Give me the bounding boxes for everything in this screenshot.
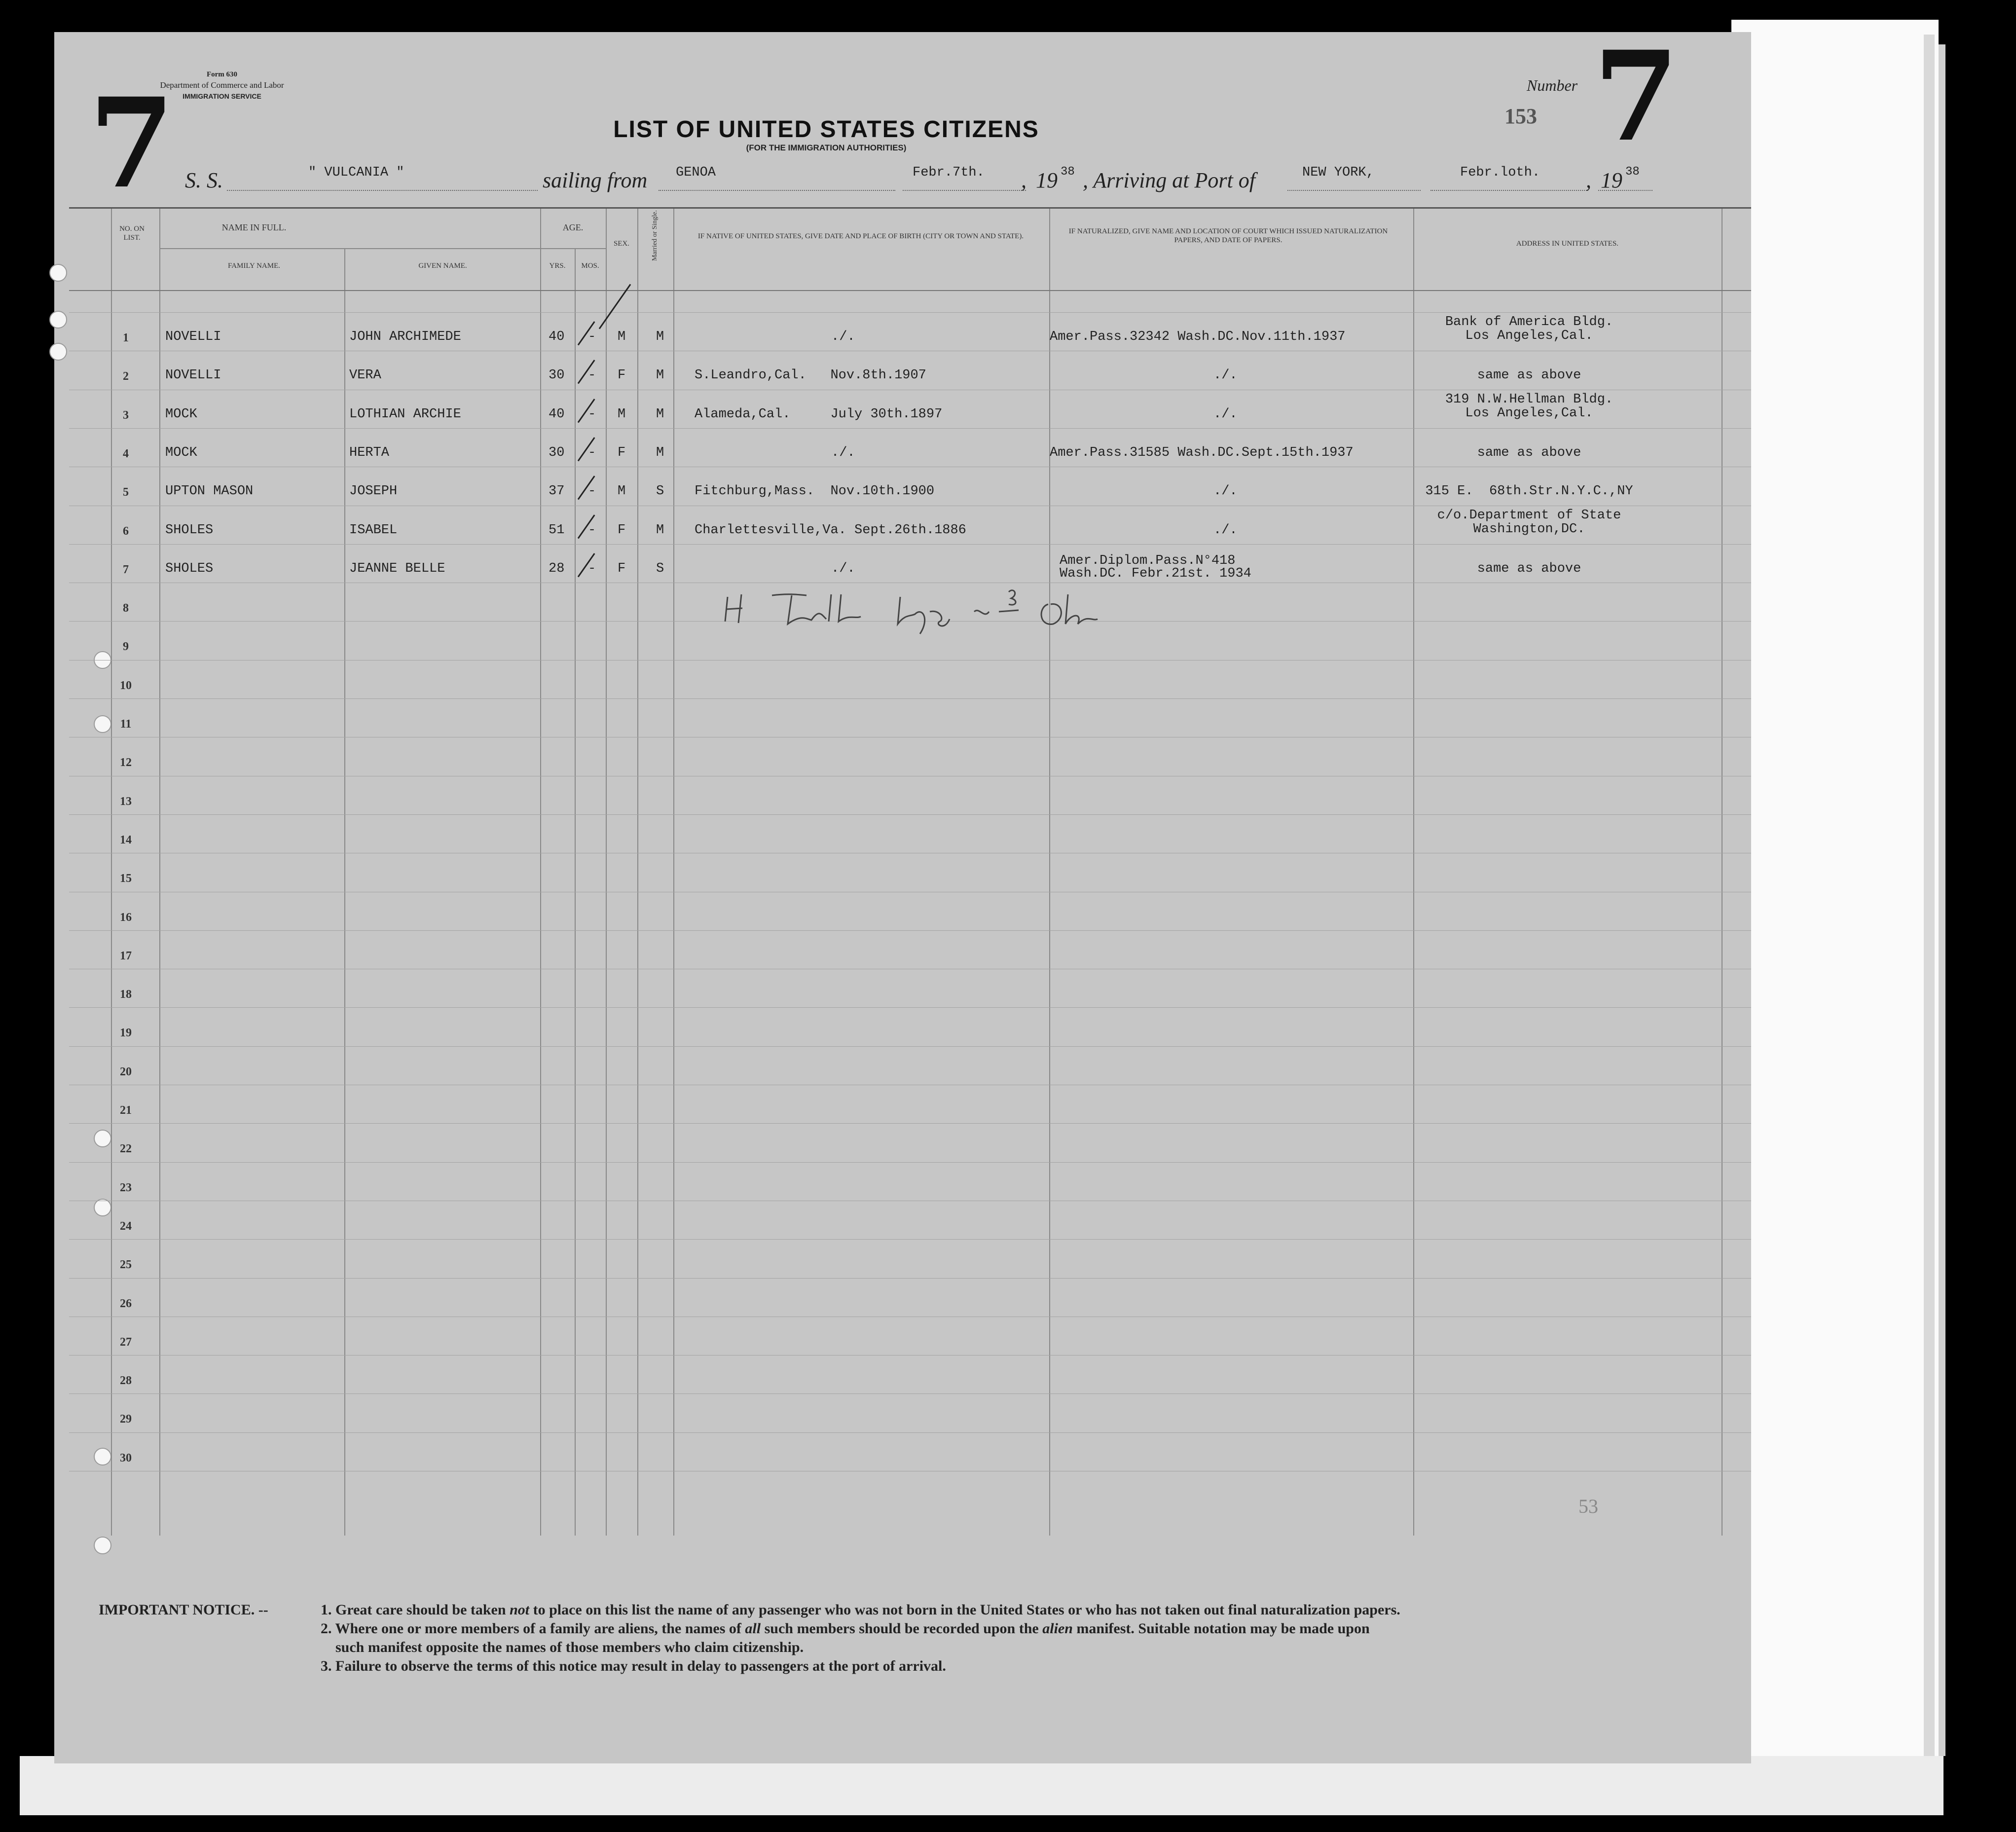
year-prefix-to: 19 xyxy=(1601,168,1622,192)
address-line: same as above xyxy=(1477,561,1581,576)
notice-item-3: 3. Failure to observe the terms of this notice may result in delay to passengers at the port of arrival. xyxy=(321,1658,946,1674)
marital-status: S xyxy=(656,561,664,576)
row-number: 21 xyxy=(120,1104,132,1117)
notice-item-2-cont: such manifest opposite the names of those members who claim citizenship. xyxy=(335,1639,804,1655)
row-rule xyxy=(69,1123,1751,1124)
row-number: 16 xyxy=(120,911,132,924)
notice-emphasis: all xyxy=(745,1620,761,1637)
port-from: GENOA xyxy=(676,165,716,180)
family-name: MOCK xyxy=(165,406,197,422)
row-rule xyxy=(69,1432,1751,1433)
birth-place-date: Charlettesville,Va. Sept.26th.1886 xyxy=(695,522,966,538)
given-name: JEANNE BELLE xyxy=(349,561,445,576)
row-number: 14 xyxy=(120,833,132,846)
column-rule xyxy=(1722,209,1723,1536)
row-number: 25 xyxy=(120,1258,132,1272)
given-name: JOSEPH xyxy=(349,484,398,499)
column-rule xyxy=(540,209,541,1536)
dotted-rule xyxy=(1430,190,1588,191)
row-number: 18 xyxy=(120,988,132,1001)
notice-text: to place on this list the name of any passenger who was not born in the United States or who has not taken out final naturalization papers. xyxy=(529,1602,1400,1618)
sex: M xyxy=(618,330,626,344)
given-name: ISABEL xyxy=(349,522,398,538)
col-native-birth: IF NATIVE OF UNITED STATES, GIVE DATE AND PLACE OF BIRTH (CITY OR TOWN AND STATE). xyxy=(697,232,1024,240)
page-subtitle: (FOR THE IMMIGRATION AUTHORITIES) xyxy=(746,143,907,152)
number-label: Number xyxy=(1527,76,1578,94)
dotted-rule xyxy=(659,190,895,191)
row-rule xyxy=(69,1007,1751,1008)
col-given-name: GIVEN NAME. xyxy=(418,262,467,270)
address-line: same as above xyxy=(1477,368,1581,383)
row-rule xyxy=(69,1162,1751,1163)
row-rule xyxy=(69,1239,1751,1240)
notice-emphasis: not xyxy=(510,1602,530,1618)
sex: F xyxy=(618,522,626,538)
age-months: - xyxy=(588,330,596,344)
naturalization-details: Amer.Pass.32342 Wash.DC.Nov.11th.1937 xyxy=(1050,330,1346,344)
notice-text: manifest. Suitable notation may be made upon xyxy=(1072,1620,1370,1637)
given-name: LOTHIAN ARCHIE xyxy=(349,406,461,422)
row-rule xyxy=(69,544,1751,545)
address-line: Los Angeles,Cal. xyxy=(1465,329,1593,343)
marital-status: S xyxy=(656,484,664,499)
date-from: Febr.7th. xyxy=(913,165,985,180)
address-line: same as above xyxy=(1477,445,1581,460)
page-title: LIST OF UNITED STATES CITIZENS xyxy=(613,116,1039,143)
col-no: NO. ON LIST. xyxy=(119,225,145,242)
column-rule xyxy=(1413,209,1414,1536)
sex: F xyxy=(618,368,626,383)
column-rule xyxy=(1049,209,1050,1536)
column-rule xyxy=(673,209,674,1536)
header-rule xyxy=(159,248,606,249)
address-line: Los Angeles,Cal. xyxy=(1465,405,1593,421)
dotted-rule xyxy=(1598,190,1652,191)
sailing-label: sailing from xyxy=(543,168,648,192)
naturalization-details: ./. xyxy=(1213,406,1238,422)
age-years: 40 xyxy=(549,406,565,422)
age-years: 37 xyxy=(549,484,565,499)
sex: F xyxy=(618,445,626,460)
back-sheet-edge xyxy=(1924,35,1935,1761)
row-number: 24 xyxy=(120,1219,132,1233)
col-sex: SEX. xyxy=(613,240,630,248)
family-name: SHOLES xyxy=(165,522,214,538)
row-number: 30 xyxy=(120,1451,132,1465)
marital-status: M xyxy=(656,445,664,460)
naturalization-details: ./. xyxy=(1213,368,1238,383)
birth-place-date: Alameda,Cal. July 30th.1897 xyxy=(695,406,943,422)
row-rule xyxy=(69,930,1751,931)
naturalization-details: Amer.Diplom.Pass.N°418 xyxy=(1060,553,1236,568)
row-rule xyxy=(69,312,1751,313)
naturalization-details: ./. xyxy=(1213,522,1238,538)
birth-place-date: ./. xyxy=(831,330,855,344)
col-address: ADDRESS IN UNITED STATES. xyxy=(1516,240,1619,248)
notice-item-1 xyxy=(321,1601,1400,1619)
row-rule xyxy=(69,814,1751,815)
year-prefix-from: 19 xyxy=(1036,168,1058,192)
col-yrs: YRS. xyxy=(549,262,566,270)
col-mos: MOS. xyxy=(581,262,599,270)
marital-status: M xyxy=(656,522,664,538)
address-line: 315 E. 68th.Str.N.Y.C.,NY xyxy=(1425,484,1633,499)
family-name: MOCK xyxy=(165,445,197,460)
col-name-in-full: NAME IN FULL. xyxy=(221,222,287,232)
col-married-single: Married or Single. xyxy=(651,210,659,261)
row-number: 28 xyxy=(120,1374,132,1388)
row-rule xyxy=(69,698,1751,699)
handwritten-notation xyxy=(723,585,1127,639)
row-rule xyxy=(69,1393,1751,1394)
row-number: 27 xyxy=(120,1335,132,1349)
naturalization-details: Wash.DC. Febr.21st. 1934 xyxy=(1060,566,1251,581)
row-number: 22 xyxy=(120,1142,132,1156)
col-naturalized: IF NATURALIZED, GIVE NAME AND LOCATION OF COURT WHICH ISSUED NATURALIZATION PAPERS, AND DATE OF PAPERS. xyxy=(1068,227,1388,244)
row-rule xyxy=(69,1046,1751,1047)
notice-item-2 xyxy=(321,1619,1370,1638)
comma: , xyxy=(1586,168,1591,192)
stamp-number-right: 7 xyxy=(1593,24,1679,169)
marital-status: M xyxy=(656,330,664,344)
row-rule xyxy=(69,1355,1751,1356)
address-line: Bank of America Bldg. xyxy=(1445,315,1613,330)
row-number: 4 xyxy=(123,447,129,460)
notice-label: IMPORTANT NOTICE. -- xyxy=(99,1602,268,1618)
birth-place-date: ./. xyxy=(831,561,855,576)
binder-hole xyxy=(49,264,67,282)
margin-number: 53 xyxy=(1578,1495,1598,1517)
port-to: NEW YORK, xyxy=(1302,165,1374,180)
row-number: 15 xyxy=(120,872,132,885)
ship-name: " VULCANIA " xyxy=(308,165,404,180)
row-number: 9 xyxy=(123,640,129,654)
number-value: 153 xyxy=(1504,104,1537,128)
row-number: 19 xyxy=(120,1026,132,1040)
row-number: 6 xyxy=(123,524,129,538)
col-family-name: FAMILY NAME. xyxy=(228,262,280,270)
department: Department of Commerce and Labor xyxy=(160,80,284,90)
arriving-label: , Arriving at Port of xyxy=(1083,168,1255,192)
age-years: 28 xyxy=(549,561,565,576)
binder-hole xyxy=(49,343,67,361)
row-number: 8 xyxy=(123,602,129,615)
row-number: 12 xyxy=(120,756,132,769)
birth-place-date: ./. xyxy=(831,445,855,460)
bottom-sheet-edge xyxy=(20,1756,1943,1815)
age-years: 51 xyxy=(549,522,565,538)
birth-place-date: S.Leandro,Cal. Nov.8th.1907 xyxy=(695,368,926,383)
year-to: 38 xyxy=(1625,165,1640,179)
row-number: 23 xyxy=(120,1181,132,1194)
marital-status: M xyxy=(656,406,664,422)
age-months: - xyxy=(588,368,596,383)
form-number: Form 630 xyxy=(206,71,238,78)
notice-emphasis: alien xyxy=(1042,1620,1073,1637)
row-number: 20 xyxy=(120,1065,132,1078)
col-age: AGE. xyxy=(562,222,584,232)
back-sheet-edge xyxy=(1939,44,1945,1756)
given-name: JOHN ARCHIMEDE xyxy=(349,330,461,344)
binder-hole xyxy=(94,1537,111,1554)
family-name: NOVELLI xyxy=(165,368,221,383)
age-years: 30 xyxy=(549,368,565,383)
row-number: 1 xyxy=(123,331,129,344)
given-name: VERA xyxy=(349,368,381,383)
family-name: UPTON MASON xyxy=(165,484,254,499)
row-number: 11 xyxy=(120,718,132,731)
row-number: 3 xyxy=(123,408,129,422)
row-rule xyxy=(69,428,1751,429)
service: IMMIGRATION SERVICE xyxy=(183,92,261,100)
age-months: - xyxy=(588,406,596,422)
sex: F xyxy=(618,561,626,576)
notice-text: such members should be recorded upon the xyxy=(761,1620,1043,1637)
ss-label: S. S. xyxy=(185,168,223,192)
stamp-number-left: 7 xyxy=(89,71,175,216)
age-months: - xyxy=(588,561,596,576)
binder-hole xyxy=(49,311,67,329)
row-number: 10 xyxy=(120,679,132,692)
notice-text: 1. Great care should be taken xyxy=(321,1602,510,1618)
column-rule xyxy=(606,209,607,1536)
year-from: 38 xyxy=(1061,165,1075,179)
naturalization-details: Amer.Pass.31585 Wash.DC.Sept.15th.1937 xyxy=(1050,445,1354,460)
row-number: 13 xyxy=(120,795,132,808)
notice-text: 2. Where one or more members of a family are aliens, the names of xyxy=(321,1620,745,1637)
header-bottom-rule xyxy=(69,290,1751,291)
sex: M xyxy=(618,406,626,422)
age-months: - xyxy=(588,445,596,460)
age-years: 40 xyxy=(549,330,565,344)
age-months: - xyxy=(588,522,596,538)
address-line: c/o.Department of State xyxy=(1437,508,1621,523)
row-number: 2 xyxy=(123,370,129,383)
comma: , xyxy=(1021,168,1026,192)
naturalization-details: ./. xyxy=(1213,484,1238,499)
row-number: 29 xyxy=(120,1413,132,1426)
column-rule xyxy=(159,209,160,1536)
address-line: Washington,DC. xyxy=(1473,521,1585,537)
dotted-rule xyxy=(903,190,1026,191)
column-rule xyxy=(637,209,638,1536)
family-name: NOVELLI xyxy=(165,330,221,344)
birth-place-date: Fitchburg,Mass. Nov.10th.1900 xyxy=(695,484,935,499)
marital-status: M xyxy=(656,368,664,383)
row-rule xyxy=(69,1278,1751,1279)
address-line: 319 N.W.Hellman Bldg. xyxy=(1445,392,1613,407)
row-number: 7 xyxy=(123,563,129,576)
age-years: 30 xyxy=(549,445,565,460)
row-number: 26 xyxy=(120,1297,132,1310)
family-name: SHOLES xyxy=(165,561,214,576)
dotted-rule xyxy=(227,190,538,191)
row-number: 17 xyxy=(120,949,132,962)
date-to: Febr.loth. xyxy=(1460,165,1540,180)
row-number: 5 xyxy=(123,486,129,499)
age-months: - xyxy=(588,484,596,499)
sex: M xyxy=(618,484,626,499)
dotted-rule xyxy=(1287,190,1421,191)
given-name: HERTA xyxy=(349,445,390,460)
back-sheet xyxy=(1731,20,1939,1781)
